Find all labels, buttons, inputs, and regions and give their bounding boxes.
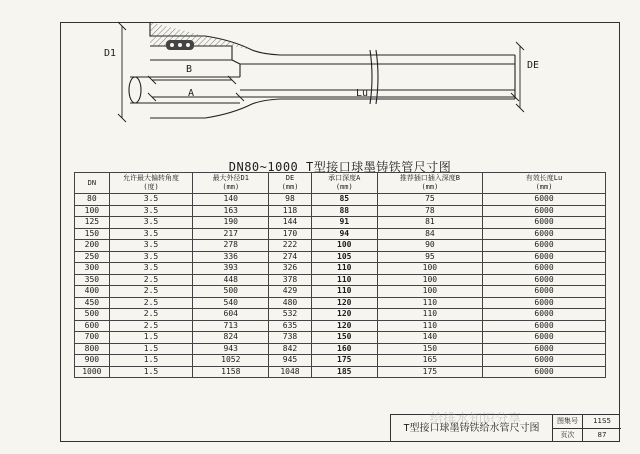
cell-angle: 2.5	[109, 297, 193, 309]
dimension-table	[74, 172, 606, 378]
cell-angle: 2.5	[109, 274, 193, 286]
table-row	[75, 205, 606, 217]
label-b: B	[186, 64, 193, 75]
cell-dn: 800	[75, 343, 110, 355]
cell-de: 738	[269, 332, 312, 344]
cell-d1: 163	[193, 205, 269, 217]
cell-d1: 713	[193, 320, 269, 332]
header-d1: 最大外径D1 (mm)	[193, 173, 269, 194]
table-row	[75, 217, 606, 229]
page-number-label: 页次	[553, 429, 583, 443]
cell-angle: 1.5	[109, 355, 193, 367]
cell-b: 100	[377, 263, 482, 275]
cell-de: 842	[269, 343, 312, 355]
cell-d1: 1158	[193, 366, 269, 378]
cell-b: 75	[377, 194, 482, 206]
cell-dn: 900	[75, 355, 110, 367]
cell-dn: 250	[75, 251, 110, 263]
cell-lu: 6000	[483, 274, 606, 286]
cell-lu: 6000	[483, 263, 606, 275]
cell-de: 532	[269, 309, 312, 321]
cell-angle: 3.5	[109, 217, 193, 229]
header-a: 承口深度A (mm)	[311, 173, 377, 194]
cell-lu: 6000	[483, 355, 606, 367]
cell-dn: 125	[75, 217, 110, 229]
cell-a: 85	[311, 194, 377, 206]
cell-a: 88	[311, 205, 377, 217]
cell-d1: 393	[193, 263, 269, 275]
table-title: DN80~1000 T型接口球墨铸铁管尺寸图	[228, 160, 452, 174]
cell-lu: 6000	[483, 332, 606, 344]
header-lu: 有效长度Lu (mm)	[483, 173, 606, 194]
socket-bottom-profile	[150, 99, 515, 118]
cell-d1: 278	[193, 240, 269, 252]
page-number-value: 87	[597, 430, 607, 439]
table-row	[75, 366, 606, 378]
cell-lu: 6000	[483, 366, 606, 378]
header-de: DE (mm)	[269, 173, 312, 194]
table-row	[75, 263, 606, 275]
cell-angle: 3.5	[109, 228, 193, 240]
header-dn: DN	[75, 173, 110, 194]
table-row	[75, 274, 606, 286]
section-break-2	[376, 50, 378, 104]
cell-lu: 6000	[483, 228, 606, 240]
cell-dn: 500	[75, 309, 110, 321]
cell-lu: 6000	[483, 309, 606, 321]
cell-de: 1048	[269, 366, 312, 378]
label-de: DE	[527, 60, 540, 71]
table-row	[75, 240, 606, 252]
cell-de: 378	[269, 274, 312, 286]
cell-dn: 150	[75, 228, 110, 240]
cell-b: 81	[377, 217, 482, 229]
cell-d1: 500	[193, 286, 269, 298]
header-angle: 允许最大偏转角度 (度)	[109, 173, 193, 194]
cell-d1: 190	[193, 217, 269, 229]
cell-angle: 1.5	[109, 332, 193, 344]
cell-d1: 604	[193, 309, 269, 321]
cell-a: 160	[311, 343, 377, 355]
cell-angle: 2.5	[109, 309, 193, 321]
cell-a: 110	[311, 263, 377, 275]
cell-de: 945	[269, 355, 312, 367]
cell-dn: 80	[75, 194, 110, 206]
cell-a: 175	[311, 355, 377, 367]
cell-lu: 6000	[483, 194, 606, 206]
cell-de: 274	[269, 251, 312, 263]
cell-de: 118	[269, 205, 312, 217]
cell-b: 90	[377, 240, 482, 252]
table-row	[75, 251, 606, 263]
cell-de: 326	[269, 263, 312, 275]
cell-angle: 2.5	[109, 320, 193, 332]
cell-b: 150	[377, 343, 482, 355]
table-row	[75, 194, 606, 206]
socket-hatch	[150, 22, 252, 50]
cell-b: 84	[377, 228, 482, 240]
cell-lu: 6000	[483, 297, 606, 309]
cell-b: 100	[377, 274, 482, 286]
cell-d1: 540	[193, 297, 269, 309]
table-row	[75, 297, 606, 309]
cell-b: 100	[377, 286, 482, 298]
cell-dn: 400	[75, 286, 110, 298]
label-a: A	[188, 88, 195, 99]
cell-angle: 3.5	[109, 240, 193, 252]
cell-b: 110	[377, 320, 482, 332]
cell-angle: 2.5	[109, 286, 193, 298]
table-body	[75, 194, 606, 378]
cell-de: 144	[269, 217, 312, 229]
table-row	[75, 355, 606, 367]
cell-angle: 3.5	[109, 194, 193, 206]
table-row	[75, 343, 606, 355]
cell-a: 100	[311, 240, 377, 252]
cell-de: 222	[269, 240, 312, 252]
cell-dn: 350	[75, 274, 110, 286]
cell-de: 635	[269, 320, 312, 332]
cell-lu: 6000	[483, 217, 606, 229]
cell-a: 120	[311, 320, 377, 332]
cell-dn: 100	[75, 205, 110, 217]
cell-a: 110	[311, 274, 377, 286]
label-lu: Lu	[356, 88, 369, 99]
cell-angle: 1.5	[109, 343, 193, 355]
watermark: 给排水知识分享	[430, 412, 522, 427]
cell-b: 78	[377, 205, 482, 217]
cell-dn: 450	[75, 297, 110, 309]
cell-a: 105	[311, 251, 377, 263]
cell-lu: 6000	[483, 286, 606, 298]
gasket-dots	[170, 43, 190, 47]
cell-a: 120	[311, 309, 377, 321]
table-row	[75, 228, 606, 240]
cell-angle: 3.5	[109, 205, 193, 217]
title-block-title: T型接口球墨铸铁给水管尺寸图	[391, 415, 553, 442]
cell-a: 150	[311, 332, 377, 344]
socket-shoulder	[232, 60, 240, 77]
cell-de: 480	[269, 297, 312, 309]
cell-a: 185	[311, 366, 377, 378]
cell-d1: 336	[193, 251, 269, 263]
cell-b: 140	[377, 332, 482, 344]
atlas-number-label: 图集号	[553, 415, 583, 429]
section-break-1	[370, 50, 372, 104]
cell-lu: 6000	[483, 251, 606, 263]
cell-b: 95	[377, 251, 482, 263]
cell-a: 110	[311, 286, 377, 298]
cell-angle: 3.5	[109, 251, 193, 263]
cell-d1: 1052	[193, 355, 269, 367]
cell-a: 120	[311, 297, 377, 309]
cell-b: 110	[377, 297, 482, 309]
cell-d1: 140	[193, 194, 269, 206]
cell-a: 91	[311, 217, 377, 229]
cell-dn: 700	[75, 332, 110, 344]
table-row	[75, 309, 606, 321]
cell-lu: 6000	[483, 240, 606, 252]
table-row	[75, 320, 606, 332]
cell-lu: 6000	[483, 205, 606, 217]
cell-de: 429	[269, 286, 312, 298]
cell-d1: 824	[193, 332, 269, 344]
cell-dn: 1000	[75, 366, 110, 378]
cell-d1: 217	[193, 228, 269, 240]
cell-b: 175	[377, 366, 482, 378]
cell-d1: 448	[193, 274, 269, 286]
cell-de: 170	[269, 228, 312, 240]
cell-lu: 6000	[483, 320, 606, 332]
cell-dn: 600	[75, 320, 110, 332]
label-d1: D1	[104, 48, 117, 59]
cell-lu: 6000	[483, 343, 606, 355]
atlas-number-value: 11S5	[583, 415, 621, 429]
cell-de: 98	[269, 194, 312, 206]
cell-dn: 200	[75, 240, 110, 252]
cell-d1: 943	[193, 343, 269, 355]
spigot-end	[129, 77, 141, 103]
cell-angle: 1.5	[109, 366, 193, 378]
table-header-row	[75, 173, 606, 194]
cell-angle: 3.5	[109, 263, 193, 275]
header-b: 推荐插口插入深度B (mm)	[377, 173, 482, 194]
cell-b: 110	[377, 309, 482, 321]
cell-dn: 300	[75, 263, 110, 275]
cell-b: 165	[377, 355, 482, 367]
table-row	[75, 286, 606, 298]
cell-a: 94	[311, 228, 377, 240]
table-row	[75, 332, 606, 344]
